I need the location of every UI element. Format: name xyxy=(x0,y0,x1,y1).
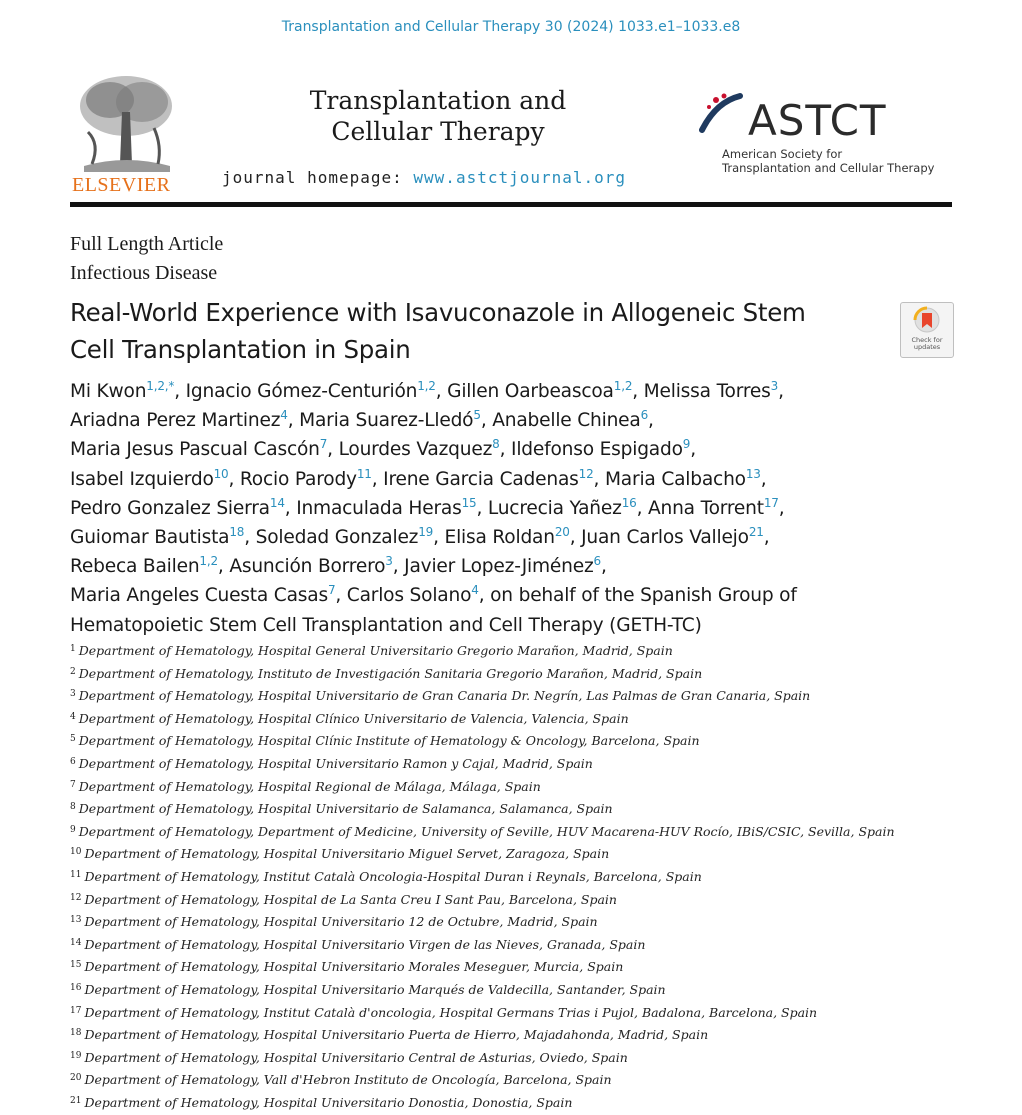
affiliation-text: Department of Hematology, Hospital Universitario Donostia, Donostia, Spain xyxy=(84,1094,573,1110)
author-name[interactable]: Maria Jesus Pascual Cascón xyxy=(70,439,320,461)
affiliation-text: Department of Hematology, Instituto de Investigación Sanitaria Gregorio Marañon, Madrid, Spain xyxy=(78,665,703,681)
article-title-line-1: Real-World Experience with Isavuconazole in Allogeneic Stem xyxy=(70,298,806,327)
affiliation-text: Department of Hematology, Hospital Universitario Virgen de las Nieves, Granada, Spain xyxy=(84,936,646,952)
author-name[interactable]: Maria Angeles Cuesta Casas xyxy=(70,585,328,607)
author-name[interactable]: Ildefonso Espigado xyxy=(511,439,683,461)
author-name[interactable]: Maria Calbacho xyxy=(604,468,746,490)
affiliation-number: 9 xyxy=(70,824,76,835)
affiliation-text: Department of Hematology, Hospital Universitario Marqués de Valdecilla, Santander, Spain xyxy=(84,981,666,997)
affiliation-number: 12 xyxy=(70,892,82,903)
affiliation-item xyxy=(70,935,960,958)
affiliation-item xyxy=(70,777,960,800)
author-name[interactable]: Melissa Torres xyxy=(643,381,771,402)
affiliation-item xyxy=(70,1048,960,1071)
affiliation-number: 8 xyxy=(70,802,76,813)
author-name[interactable]: Anna Torrent xyxy=(647,497,764,519)
group-text: Hematopoietic Stem Cell Transplantation and Cell Therapy (GETH-TC) xyxy=(70,614,702,636)
author-name[interactable]: Irene Garcia Cadenas xyxy=(383,468,579,490)
affiliation-number: 17 xyxy=(70,1005,82,1016)
affiliation-text: Department of Hematology, Hospital General Universitario Gregorio Marañon, Madrid, Spain xyxy=(78,643,673,658)
article-title xyxy=(70,294,890,368)
affiliation-number: 20 xyxy=(70,1073,82,1084)
affiliation-item xyxy=(70,664,960,687)
affiliation-number: 2 xyxy=(70,666,76,677)
affiliation-text: Department of Hematology, Hospital Universitario Miguel Servet, Zaragoza, Spain xyxy=(84,846,610,862)
affiliation-number: 18 xyxy=(70,1028,82,1039)
author-affiliation-ref[interactable]: 13 xyxy=(745,466,761,481)
author-affiliation-ref[interactable]: 4 xyxy=(280,408,288,423)
author-name[interactable]: Inmaculada Heras xyxy=(296,497,462,519)
author-name[interactable]: Elisa Roldan xyxy=(444,527,555,549)
author-name[interactable]: Javier Lopez-Jiménez xyxy=(404,556,594,578)
author-affiliation-ref[interactable]: 4 xyxy=(471,583,479,598)
affiliation-number: 11 xyxy=(70,869,82,880)
check-updates-icon xyxy=(901,303,953,337)
affiliation-number: 4 xyxy=(70,711,76,722)
affiliation-item xyxy=(70,686,960,709)
article-category: Infectious Disease xyxy=(70,262,218,284)
group-text: , on behalf of the Spanish Group of xyxy=(478,585,797,607)
affiliation-number: 10 xyxy=(70,847,82,858)
author-line-8: Maria Angeles Cuesta Casas$^7$, Carlos Solano$^4$, on behalf of the Spanish Group of xyxy=(70,583,797,607)
author-name[interactable]: Anabelle Chinea xyxy=(492,410,641,432)
affiliation-number: 14 xyxy=(70,937,82,948)
author-line-9 xyxy=(70,612,960,640)
affiliation-number: 21 xyxy=(70,1095,82,1106)
affiliation-item xyxy=(70,980,960,1003)
author-line-4: Isabel Izquierdo$^{10}$, Rocio Parody$^{11}$, Irene Garcia Cadenas$^{12}$, Maria Calbacho$^{13}$, xyxy=(70,466,767,490)
affiliation-text: Department of Hematology, Hospital Universitario Puerta de Hierro, Majadahonda, Madrid, Spain xyxy=(84,1027,709,1043)
author-name[interactable]: Gillen Oarbeascoa xyxy=(447,381,614,402)
affiliation-number: 6 xyxy=(70,756,76,767)
author-name[interactable]: Maria Suarez-Lledó xyxy=(299,410,474,432)
affiliation-text: Department of Hematology, Department of Medicine, University of Seville, HUV Macarena-HUV Rocío, IBiS/CSIC, Sevilla, Spain xyxy=(78,823,895,839)
affiliation-number: 16 xyxy=(70,982,82,993)
author-name[interactable]: Carlos Solano xyxy=(346,585,472,607)
check-updates-line-2: updates xyxy=(913,343,941,351)
author-name[interactable]: Ignacio Gómez-Centurión xyxy=(185,381,418,402)
author-affiliation-ref[interactable]: 17 xyxy=(763,495,779,510)
author-line-3: Maria Jesus Pascual Cascón$^7$, Lourdes Vazquez$^8$, Ildefonso Espigado$^9$, xyxy=(70,437,696,461)
astct-logo-icon xyxy=(696,90,756,140)
author-affiliation-ref[interactable]: 8 xyxy=(492,437,500,452)
author-name[interactable]: Lourdes Vazquez xyxy=(338,439,493,461)
author-affiliation-ref[interactable]: 3 xyxy=(385,554,393,569)
author-affiliation-ref[interactable]: 3 xyxy=(770,379,779,393)
author-name[interactable]: Mi Kwon xyxy=(70,381,147,402)
author-affiliation-ref[interactable]: 6 xyxy=(593,554,601,569)
affiliation-item xyxy=(70,844,960,867)
check-updates-line-1: Check for xyxy=(911,336,943,344)
affiliation-list xyxy=(70,641,960,1115)
author-name[interactable]: Soledad Gonzalez xyxy=(255,527,419,549)
affiliation-text: Department of Hematology, Hospital Universitario Central de Asturias, Oviedo, Spain xyxy=(84,1049,628,1065)
author-affiliation-ref[interactable]: 16 xyxy=(621,495,637,510)
affiliation-text: Department of Hematology, Hospital Universitario 12 de Octubre, Madrid, Spain xyxy=(84,914,598,930)
society-name-line-1: American Society for xyxy=(722,147,843,161)
author-name[interactable]: Juan Carlos Vallejo xyxy=(581,527,749,549)
affiliation-text: Department of Hematology, Hospital de La Santa Creu I Sant Pau, Barcelona, Spain xyxy=(84,891,617,907)
affiliation-text: Department of Hematology, Hospital Universitario de Salamanca, Salamanca, Spain xyxy=(78,801,613,817)
author-affiliation-ref[interactable]: 1,2 xyxy=(613,379,633,393)
affiliation-item xyxy=(70,1003,960,1026)
affiliation-item xyxy=(70,709,960,732)
affiliation-text: Department of Hematology, Vall d'Hebron Instituto de Oncología, Barcelona, Spain xyxy=(84,1072,612,1088)
affiliation-item xyxy=(70,867,960,890)
journal-citation[interactable]: Transplantation and Cellular Therapy 30 (2024) 1033.e1–1033.e8 xyxy=(281,19,741,35)
affiliation-text: Department of Hematology, Hospital Clínic Institute of Hematology & Oncology, Barcelona, Spain xyxy=(78,733,700,749)
affiliation-text: Department of Hematology, Hospital Universitario Morales Meseguer, Murcia, Spain xyxy=(84,959,624,975)
author-affiliation-ref[interactable]: 10 xyxy=(213,466,229,481)
affiliation-item xyxy=(70,754,960,777)
affiliation-item xyxy=(70,799,960,822)
affiliation-number: 15 xyxy=(70,960,82,971)
affiliation-item xyxy=(70,1070,960,1093)
affiliation-number: 5 xyxy=(70,734,76,745)
author-affiliation-ref[interactable]: 12 xyxy=(578,466,594,481)
author-affiliation-ref[interactable]: 18 xyxy=(229,525,245,540)
elsevier-wordmark: ELSEVIER xyxy=(72,174,171,196)
author-affiliation-ref[interactable]: 9 xyxy=(682,437,691,452)
affiliation-item xyxy=(70,822,960,845)
author-name[interactable]: Pedro Gonzalez Sierra xyxy=(70,497,270,519)
author-affiliation-ref[interactable]: 1,2,* xyxy=(146,379,175,393)
affiliation-item xyxy=(70,912,960,935)
author-affiliation-ref[interactable]: 14 xyxy=(269,495,285,510)
journal-title xyxy=(268,85,608,147)
affiliation-number: 13 xyxy=(70,915,82,926)
affiliation-text: Department of Hematology, Hospital Universitario de Gran Canaria Dr. Negrín, Las Palmas de Gran Canaria, Spain xyxy=(78,688,811,704)
affiliation-number: 19 xyxy=(70,1050,82,1061)
author-name[interactable]: Rebeca Bailen xyxy=(70,556,200,578)
author-name[interactable]: Lucrecia Yañez xyxy=(487,497,622,519)
author-affiliation-ref[interactable]: 7 xyxy=(319,437,328,452)
affiliation-number: 1 xyxy=(70,644,76,654)
author-line-5: Pedro Gonzalez Sierra$^{14}$, Inmaculada Heras$^{15}$, Lucrecia Yañez$^{16}$, Anna Torrent$^{17}$, xyxy=(70,495,785,519)
affiliation-item xyxy=(70,1025,960,1048)
author-line-6: Guiomar Bautista$^{18}$, Soledad Gonzalez$^{19}$, Elisa Roldan$^{20}$, Juan Carlos Vallejo$^{21}$, xyxy=(70,525,770,549)
homepage-link[interactable]: www.astctjournal.org xyxy=(413,168,627,187)
affiliation-item xyxy=(70,641,960,664)
author-name[interactable]: Ariadna Perez Martinez xyxy=(70,410,281,432)
affiliation-text: Department of Hematology, Institut Català Oncologia-Hospital Duran i Reynals, Barcelona, Spain xyxy=(84,868,702,884)
author-affiliation-ref[interactable]: 21 xyxy=(748,525,764,540)
astct-wordmark: ASTCT xyxy=(748,96,887,145)
author-line-1: Mi Kwon$^{1,2,*}$, Ignacio Gómez-Centurión$^{1,2}$, Gillen Oarbeascoa$^{1,2}$, Melissa Torres$^3$, xyxy=(70,379,784,402)
header-divider xyxy=(70,202,952,207)
author-affiliation-ref[interactable]: 19 xyxy=(418,525,434,540)
affiliation-text: Department of Hematology, Hospital Regional de Málaga, Málaga, Spain xyxy=(78,778,541,794)
author-name[interactable]: Isabel Izquierdo xyxy=(70,468,214,490)
author-affiliation-ref[interactable]: 1,2 xyxy=(199,554,218,569)
author-list xyxy=(70,378,960,640)
affiliation-item xyxy=(70,957,960,980)
author-affiliation-ref[interactable]: 11 xyxy=(356,466,372,481)
author-affiliation-ref[interactable]: 5 xyxy=(473,408,481,423)
author-affiliation-ref[interactable]: 6 xyxy=(640,408,649,423)
affiliation-text: Department of Hematology, Hospital Universitario Ramon y Cajal, Madrid, Spain xyxy=(78,755,593,771)
author-affiliation-ref[interactable]: 1,2 xyxy=(417,379,436,393)
affiliation-item xyxy=(70,731,960,754)
society-name-line-2: Transplantation and Cellular Therapy xyxy=(722,161,935,175)
author-name[interactable]: Asunción Borrero xyxy=(229,556,386,578)
author-affiliation-ref[interactable]: 15 xyxy=(461,495,477,510)
author-line-2: Ariadna Perez Martinez$^4$, Maria Suarez-Lledó$^5$, Anabelle Chinea$^6$, xyxy=(70,408,654,432)
author-name[interactable]: Rocio Parody xyxy=(239,468,357,490)
author-line-7: Rebeca Bailen$^{1,2}$, Asunción Borrero$^3$, Javier Lopez-Jiménez$^6$, xyxy=(70,554,607,578)
check-for-updates-button[interactable] xyxy=(900,302,954,358)
author-name[interactable]: Guiomar Bautista xyxy=(70,527,230,549)
journal-homepage xyxy=(222,168,626,187)
affiliation-text: Department of Hematology, Hospital Clínico Universitario de Valencia, Valencia, Spain xyxy=(78,710,629,726)
affiliation-number: 7 xyxy=(70,779,76,790)
affiliation-number: 3 xyxy=(70,689,76,700)
affiliation-item xyxy=(70,1093,960,1115)
article-type-block xyxy=(70,230,223,288)
society-name xyxy=(722,147,934,175)
author-affiliation-ref[interactable]: 20 xyxy=(554,525,570,540)
journal-title-line-1: Transplantation and xyxy=(309,86,567,115)
homepage-label: journal homepage: xyxy=(222,168,403,187)
affiliation-item xyxy=(70,890,960,913)
article-title-line-2: Cell Transplantation in Spain xyxy=(70,335,411,364)
author-affiliation-ref[interactable]: 7 xyxy=(327,583,336,598)
article-type: Full Length Article xyxy=(70,233,224,255)
check-updates-label xyxy=(901,337,953,351)
affiliation-text: Department of Hematology, Institut Català d'oncologia, Hospital Germans Trias i Pujol, Badalona, Barcelona, Spain xyxy=(84,1004,818,1020)
journal-title-line-2: Cellular Therapy xyxy=(331,117,545,146)
